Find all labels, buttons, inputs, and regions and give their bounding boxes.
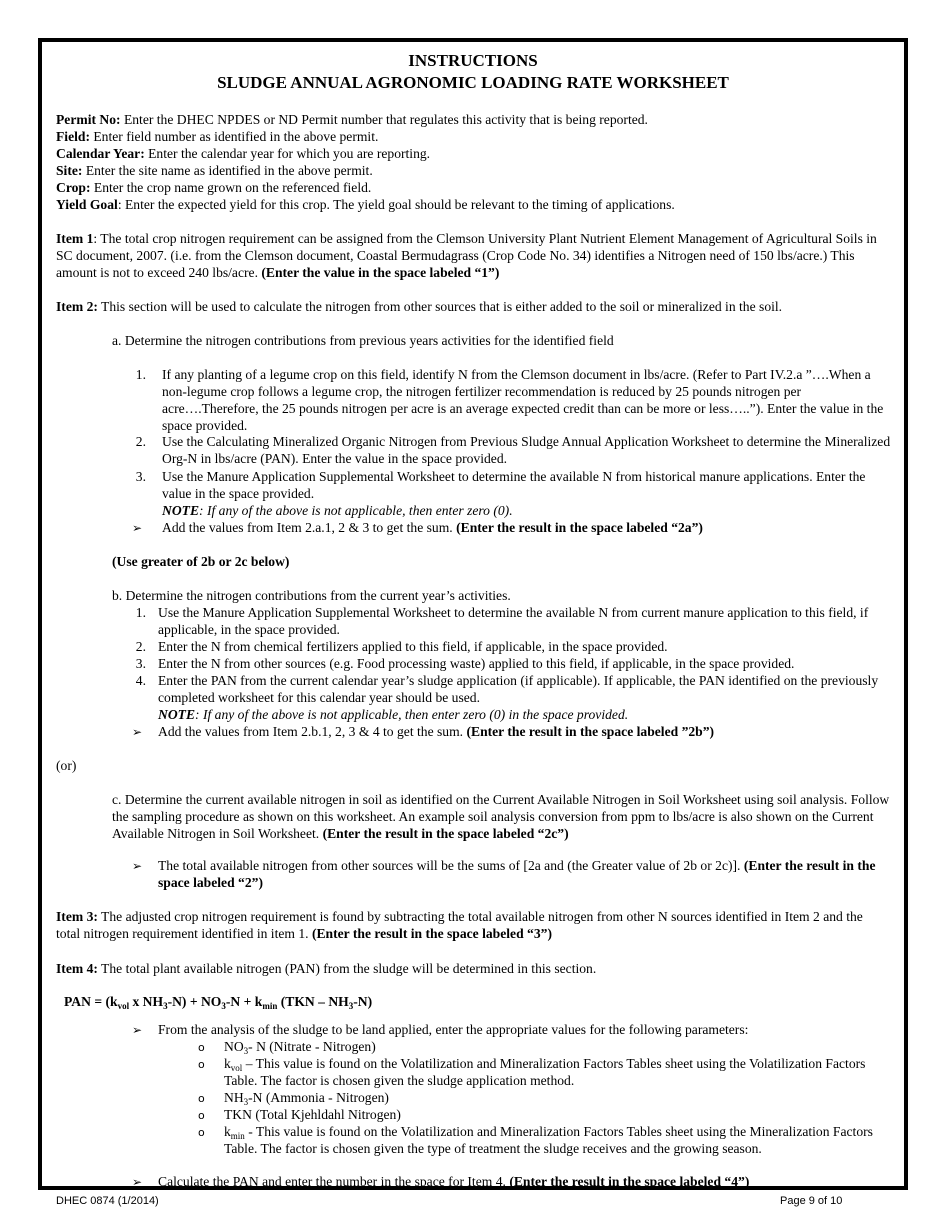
use-greater-note: (Use greater of 2b or 2c below) bbox=[112, 554, 290, 569]
section-b-item-1: Use the Manure Application Supplemental Worksheet to determine the available N from current manure application to this field, if applicable, in the space provided. bbox=[158, 605, 869, 637]
section-a-item-2: Use the Calculating Mineralized Organic Nitrogen from Previous Sludge Annual Application Worksheet to determine the Mineralized Org-N in lbs/acre (PAN). Enter the value in the space provided. bbox=[162, 434, 891, 466]
item-1: Item 1: The total crop nitrogen requirement can be assigned from the Clemson University Plant Nutrient Element Management of Agricultural Soils in SC document, 2007. (i.e. from the Clemson document, Coastal Bermudagrass (Crop Code No. 34) identifies a Nitrogen need of 150 lbs/acre.) This amount is not to exceed 240 lbs/acre. (Enter the value in the space labeled “1”) bbox=[56, 231, 877, 280]
section-a-item-1: If any planting of a legume crop on this field, identify N from the Clemson document in lbs/acre. (Refer to Part IV.2.a ”….When a non-legume crop follows a legume crop, the nitrogen fertilizer recommendation is reduced by 25 pounds nitrogen per acre….Therefore, the 25 pounds nitrogen per acre is an average expected credit than can be more or less…..”). Enter the value in the space provided. bbox=[162, 367, 884, 433]
footer-page-number: Page 9 of 10 bbox=[780, 1195, 843, 1207]
section-c-total: The total available nitrogen from other sources will be the sums of [2a and (the Greater value of 2b or 2c)]. (Enter the result in the space labeled “2”) bbox=[158, 858, 876, 890]
arrow-bullet-icon: ➢ bbox=[132, 1023, 143, 1037]
circle-bullet-icon: o bbox=[198, 1092, 205, 1105]
field-site: Site: Enter the site name as identified in the above permit. bbox=[56, 163, 373, 178]
circle-bullet-icon: o bbox=[198, 1109, 205, 1122]
item-4: Item 4: The total plant available nitrogen (PAN) from the sludge will be determined in this section. bbox=[56, 961, 597, 976]
arrow-bullet-icon: ➢ bbox=[132, 859, 143, 873]
pan-formula: PAN = ($k_{vol}$ x $NH_3-N) + NO_3-N + k_{min}$ $(TKN - NH_3-N)$ bbox=[64, 994, 373, 1011]
section-b-item-3: Enter the N from other sources (e.g. Food processing waste) applied to this field, if applicable, in the space provided. bbox=[158, 656, 795, 671]
field-permit: Permit No: Enter the DHEC NPDES or ND Permit number that regulates this activity that is being reported. bbox=[56, 112, 648, 127]
section-a-heading: a. Determine the nitrogen contributions from previous years activities for the identified field bbox=[112, 333, 614, 348]
section-b-item-4: Enter the PAN from the current calendar year’s sludge application (if applicable). If applicable, the PAN identified on the previously completed worksheet for this calendar year should be used. bbox=[158, 673, 879, 705]
param-kmin: $k_{min}$ - This value is found on the Volatilization and Mineralization Factors Tables sheet using the Mineralization Factors Table. The factor is chosen given the type of treatment the sludge receives and the growing season. bbox=[224, 1124, 873, 1156]
field-yield-goal: Yield Goal: Enter the expected yield for this crop. The yield goal should be relevant to the timing of applications. bbox=[56, 197, 675, 212]
field-crop: Crop: Enter the crop name grown on the referenced field. bbox=[56, 180, 372, 195]
field-field: Field: Enter field number as identified in the above permit. bbox=[56, 129, 379, 144]
title-block bbox=[56, 50, 890, 94]
param-nh3: $NH_3-N$ (Ammonia - Nitrogen) bbox=[224, 1090, 389, 1107]
section-c-heading: c. Determine the current available nitrogen in soil as identified on the Current Available Nitrogen in Soil Worksheet using soil analysis. Follow the sampling procedure as shown on this worksheet. An example soil analysis conversion from ppm to lbs/acre is also shown on the Current Available Nitrogen in Soil Worksheet. (Enter the result in the space labeled “2c”) bbox=[112, 792, 890, 841]
param-no3: $NO_3-$ N (Nitrate - Nitrogen) bbox=[224, 1039, 376, 1056]
or-text: (or) bbox=[56, 758, 77, 773]
param-tkn: TKN (Total Kjehldahl Nitrogen) bbox=[224, 1107, 401, 1122]
analysis-intro: From the analysis of the sludge to be land applied, enter the appropriate values for the following parameters: bbox=[158, 1022, 749, 1037]
param-kvol: $k_{vol}$ – This value is found on the Volatilization and Mineralization Factors Tables sheet using the Volatilization Factors Table. The factor is chosen given the sludge application method. bbox=[224, 1056, 866, 1088]
section-b-note: NOTE: If any of the above is not applicable, then enter zero (0) in the space provided. bbox=[158, 707, 629, 722]
section-b-heading: b. Determine the nitrogen contributions from the current year’s activities. bbox=[112, 588, 511, 603]
section-b-item-2: Enter the N from chemical fertilizers applied to this field, if applicable, in the space provided. bbox=[158, 639, 668, 654]
section-a-sum: Add the values from Item 2.a.1, 2 & 3 to get the sum. (Enter the result in the space labeled “2a”) bbox=[162, 520, 703, 535]
section-a-item-3: Use the Manure Application Supplemental Worksheet to determine the available N from historical manure applications. Enter the value in the space provided. bbox=[162, 469, 866, 501]
circle-bullet-icon: o bbox=[198, 1126, 205, 1139]
circle-bullet-icon: o bbox=[198, 1058, 205, 1071]
arrow-bullet-icon: ➢ bbox=[132, 521, 143, 535]
arrow-bullet-icon: ➢ bbox=[132, 725, 143, 739]
item-3: Item 3: The adjusted crop nitrogen requirement is found by subtracting the total available nitrogen from other N sources identified in Item 2 and the total nitrogen requirement identified in item 1. (Enter the result in the space labeled “3”) bbox=[56, 909, 863, 941]
section-b-sum: Add the values from Item 2.b.1, 2, 3 & 4 to get the sum. (Enter the result in the space labeled ”2b”) bbox=[158, 724, 715, 739]
arrow-bullet-icon: ➢ bbox=[132, 1175, 143, 1189]
title-line-2: SLUDGE ANNUAL AGRONOMIC LOADING RATE WORKSHEET bbox=[217, 73, 729, 92]
field-calendar-year: Calendar Year: Enter the calendar year for which you are reporting. bbox=[56, 146, 431, 161]
title-line-1: INSTRUCTIONS bbox=[408, 51, 538, 70]
item-2: Item 2: This section will be used to calculate the nitrogen from other sources that is either added to the soil or mineralized in the soil. bbox=[56, 299, 783, 314]
circle-bullet-icon: o bbox=[198, 1041, 205, 1054]
footer-form-number: DHEC 0874 (1/2014) bbox=[56, 1195, 159, 1207]
calculate-pan: Calculate the PAN and enter the number in the space for Item 4. (Enter the result in the space labeled “4”) bbox=[158, 1174, 750, 1189]
header-fields bbox=[56, 111, 890, 213]
section-a-note: NOTE: If any of the above is not applicable, then enter zero (0). bbox=[162, 503, 513, 518]
